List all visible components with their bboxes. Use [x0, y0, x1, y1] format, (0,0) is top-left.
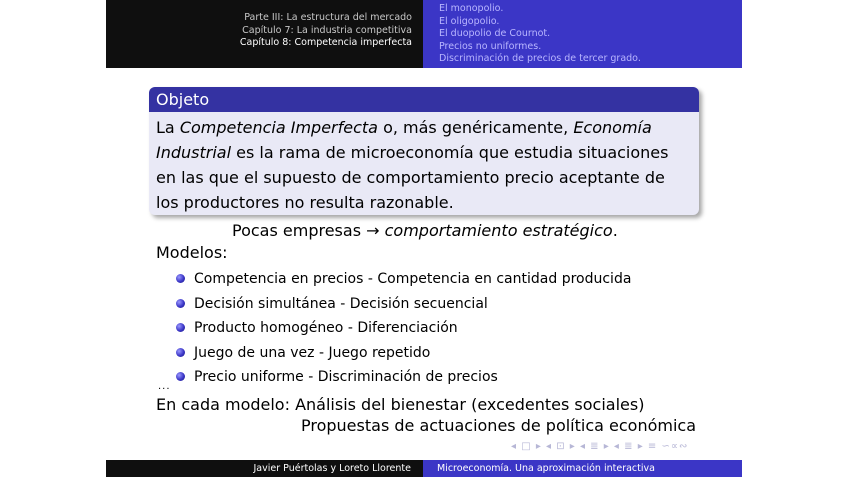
- list-item-text: Decisión simultánea - Decisión secuencial: [194, 295, 488, 312]
- list-item: [176, 316, 631, 341]
- section-link-oligopolio[interactable]: El oligopolio.: [439, 15, 500, 27]
- header-chapter-8[interactable]: Capítulo 8: Competencia imperfecta: [239, 37, 412, 48]
- header-part[interactable]: Parte III: La estructura del mercado: [244, 12, 412, 23]
- ellipsis: ...: [158, 381, 171, 392]
- statement-prefix: Pocas empresas: [232, 221, 362, 240]
- bullet-icon: [176, 299, 185, 308]
- list-item-text: Producto homogéneo - Diferenciación: [194, 320, 458, 336]
- list-item-text: Precio uniforme - Discriminación de precios: [194, 369, 498, 385]
- list-item-text: Competencia en precios - Competencia en cantidad producida: [194, 271, 632, 287]
- bullet-icon: [176, 372, 185, 381]
- list-item-text: Juego de una vez - Juego repetido: [194, 344, 431, 361]
- section-link-discriminacion[interactable]: Discriminación de precios de tercer grado.: [439, 53, 641, 64]
- bullet-icon: [176, 323, 185, 332]
- bullet-icon: [176, 348, 185, 357]
- slide: [106, 0, 742, 477]
- block-text: es la rama de microeconomía que estudia situaciones en las que el supuesto de comportamiento precio aceptante de los productores no resulta razonable.: [156, 143, 669, 212]
- block-text: La: [156, 118, 180, 137]
- statement-suffix: .: [612, 221, 618, 240]
- footer-title: Microeconomía. Una aproximación interactiva: [423, 460, 742, 477]
- header-outline: [106, 0, 423, 68]
- list-item: [176, 267, 631, 292]
- footer-authors: Javier Puértolas y Loreto Llorente: [106, 460, 423, 477]
- statement-emphasis: comportamiento estratégico: [384, 221, 613, 240]
- bullet-icon: [176, 274, 185, 283]
- block-term: Economía Industrial: [156, 118, 652, 162]
- block-term: Competencia Imperfecta: [179, 118, 378, 137]
- block-text: o, más genéricamente,: [377, 118, 574, 137]
- definition-block: [149, 87, 699, 215]
- block-body: [149, 112, 699, 215]
- arrow-icon: →: [366, 221, 380, 240]
- list-item: [176, 341, 631, 366]
- strategic-statement: [232, 221, 618, 240]
- closing-line-2: Propuestas de actuaciones de política económica: [301, 416, 697, 435]
- beamer-navigation[interactable]: ◂ □ ▸ ◂ ⊡ ▸ ◂ ≣ ▸ ◂ ≣ ▸ ≡ ∽∝∾: [511, 441, 689, 452]
- block-title: Objeto: [149, 87, 699, 112]
- models-list: [176, 267, 631, 390]
- models-label: Modelos:: [156, 243, 228, 262]
- section-link-monopolio[interactable]: El monopolio.: [439, 3, 504, 14]
- section-link-precios[interactable]: Precios no uniformes.: [439, 40, 542, 52]
- header-chapter-7[interactable]: Capítulo 7: La industria competitiva: [242, 24, 412, 36]
- list-item: [176, 292, 631, 317]
- section-link-cournot[interactable]: El duopolio de Cournot.: [439, 28, 551, 39]
- list-item: [176, 365, 631, 390]
- closing-line-1: En cada modelo: Análisis del bienestar (excedentes sociales): [156, 395, 645, 414]
- header-sections: [423, 0, 742, 68]
